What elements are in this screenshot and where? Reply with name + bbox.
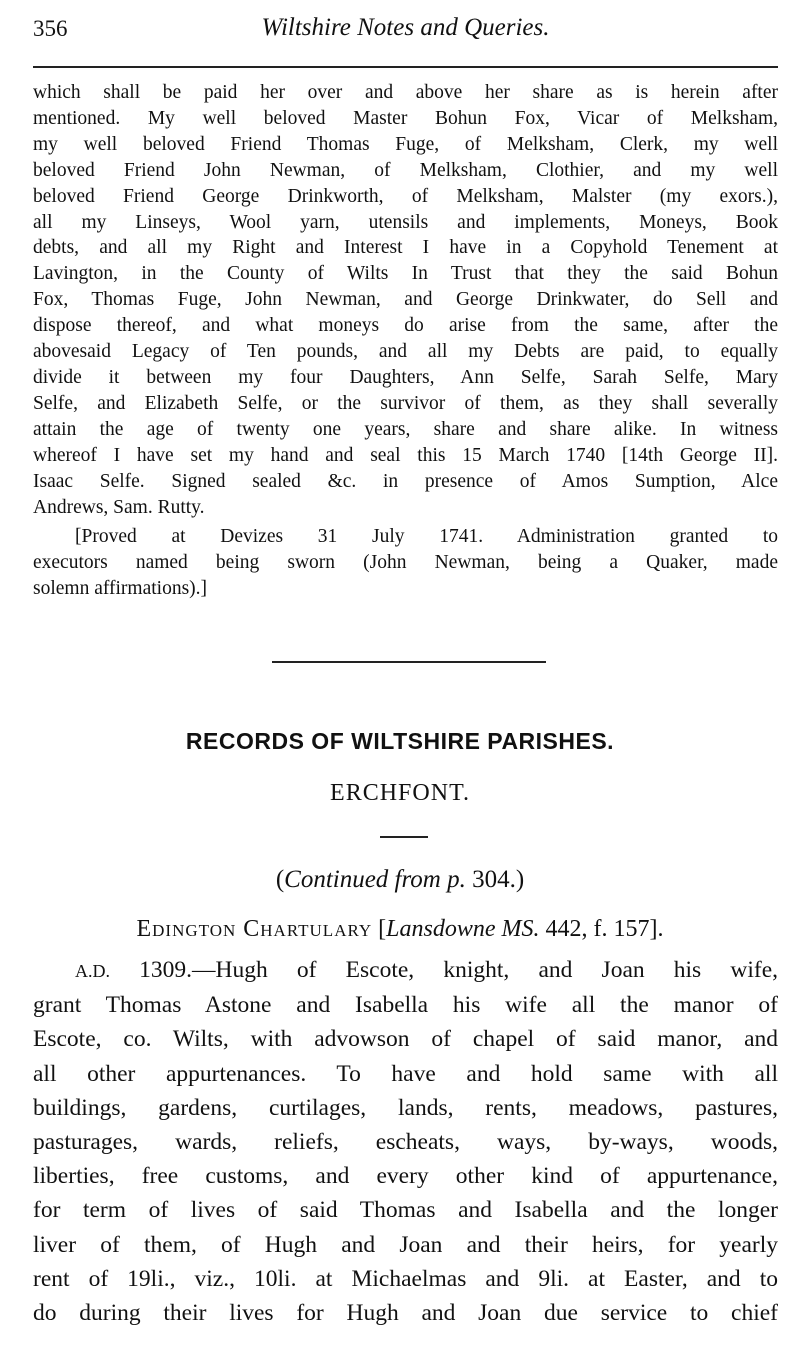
text-line: whereof I have set my hand and seal this 15 March 1740 [14th George II]. — [33, 444, 778, 466]
parish-title: ERCHFONT. — [330, 780, 470, 806]
source-folio: 442, f. 157 — [545, 916, 650, 942]
page-header — [33, 14, 778, 48]
text-line: do during their lives for Hugh and Joan due service to chief — [33, 1300, 778, 1327]
date-label: A.D. — [75, 961, 110, 981]
text-line: Selfe, and Elizabeth Selfe, or the survivor of them, as they shall severally — [33, 392, 778, 414]
text-line: liberties, free customs, and every other kind of appurtenance, — [33, 1163, 778, 1190]
text-line: Fox, Thomas Fuge, John Newman, and George Drinkwater, do Sell and — [33, 289, 778, 311]
page-number: 356 — [33, 16, 68, 41]
probate-paragraph — [33, 524, 778, 602]
running-title: Wiltshire Notes and Queries. — [261, 14, 550, 41]
text-line: beloved Friend George Drinkworth, of Melksham, Malster (my exors.), — [33, 185, 778, 207]
text-line: Andrews, Sam. Rutty. — [33, 496, 205, 518]
continued-text: Continued from p. — [284, 866, 466, 893]
text-line: for term of lives of said Thomas and Isabella and the longer — [33, 1197, 778, 1224]
charter-lines — [33, 988, 778, 1330]
header-rule — [33, 66, 778, 68]
will-text — [33, 80, 778, 602]
text-line: mentioned. My well beloved Master Bohun Fox, Vicar of Melksham, — [33, 107, 778, 129]
text-line: divide it between my four Daughters, Ann Selfe, Sarah Selfe, Mary — [33, 366, 778, 388]
will-paragraph — [33, 80, 778, 520]
text-line: all other appurtenances. To have and hold same with all — [33, 1060, 778, 1087]
text-line: buildings, gardens, curtilages, lands, rents, meadows, pastures, — [33, 1094, 778, 1121]
source-heading: Edington Chartulary [Lansdowne MS. 442, f. 157]. — [136, 916, 664, 942]
short-rule — [380, 836, 428, 838]
text-line: liver of them, of Hugh and Joan and their heirs, for yearly — [33, 1231, 778, 1258]
text-line: solemn affirmations).] — [33, 578, 208, 600]
continued-note: (Continued from p. 304.) — [275, 866, 525, 893]
source-name: Edington Chartulary — [136, 916, 373, 942]
text-line: my well beloved Friend Thomas Fuge, of Melksham, Clerk, my well — [33, 133, 778, 155]
text-line: rent of 19li., viz., 10li. at Michaelmas and 9li. at Easter, and to — [33, 1265, 778, 1292]
text-line: dispose thereof, and what moneys do arise from the same, after the — [33, 315, 778, 337]
continued-page: 304. — [472, 866, 516, 893]
text-line — [33, 953, 778, 988]
source-ref: Lansdowne MS. — [386, 916, 540, 942]
text-line: beloved Friend John Newman, of Melksham, Clothier, and my well — [33, 159, 778, 181]
text-line: executors named being sworn (John Newman, being a Quaker, made — [33, 552, 778, 574]
text-line: abovesaid Legacy of Ten pounds, and all my Debts are paid, to equally — [33, 341, 778, 363]
text-line: Isaac Selfe. Signed sealed &c. in presence of Amos Sumption, Alce — [33, 470, 778, 492]
section-title: RECORDS OF WILTSHIRE PARISHES. — [185, 728, 615, 754]
text-line: grant Thomas Astone and Isabella his wife all the manor of — [33, 992, 778, 1019]
section-divider — [272, 661, 546, 663]
charter-paragraph — [33, 953, 778, 1330]
text-line: all my Linseys, Wool yarn, utensils and implements, Moneys, Book — [33, 211, 778, 233]
text-line: debts, and all my Right and Interest I have in a Copyhold Tenement at — [33, 237, 778, 259]
text-line: Escote, co. Wilts, with advowson of chapel of said manor, and — [33, 1026, 778, 1053]
text-line: pasturages, wards, reliefs, escheats, ways, by-ways, woods, — [33, 1129, 778, 1156]
text-line: [Proved at Devizes 31 July 1741. Administration granted to — [75, 526, 778, 548]
text-line: which shall be paid her over and above her share as is herein after — [33, 82, 778, 103]
text-line: attain the age of twenty one years, share and share alike. In witness — [33, 418, 778, 440]
text-line: Lavington, in the County of Wilts In Trust that they the said Bohun — [33, 263, 778, 285]
first-line-text: 1309.—Hugh of Escote, knight, and Joan his wife, — [139, 957, 779, 983]
